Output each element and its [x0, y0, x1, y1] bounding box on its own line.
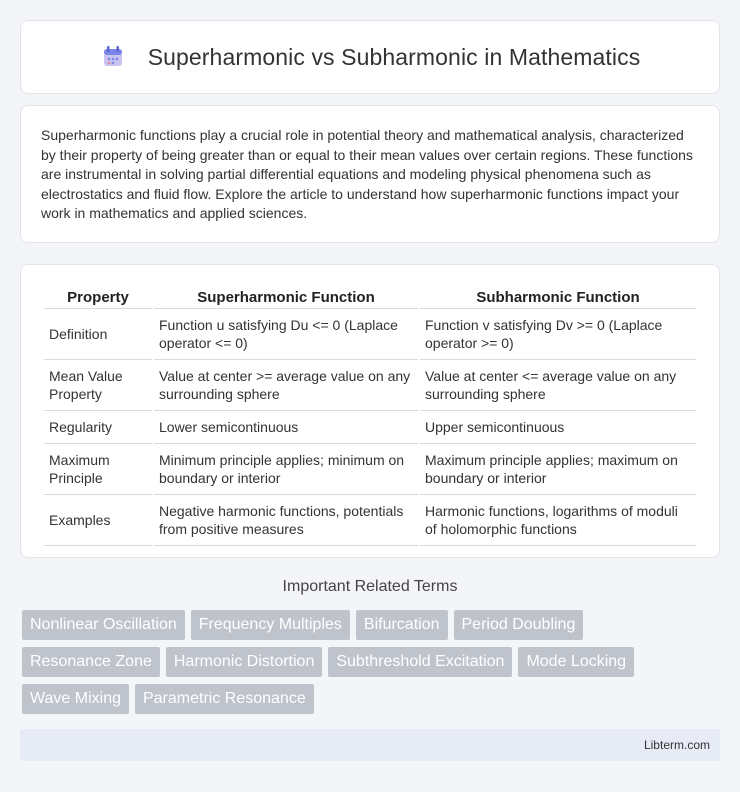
table-cell: Minimum principle applies; minimum on boundary or interior [154, 444, 418, 495]
table-row [44, 360, 696, 411]
footer [20, 729, 720, 761]
table-cell: Function u satisfying Du <= 0 (Laplace operator <= 0) [154, 309, 418, 360]
table-cell: Examples [44, 495, 152, 546]
table-row [44, 444, 696, 495]
related-term-tag[interactable]: Parametric Resonance [135, 684, 314, 714]
table-cell: Maximum principle applies; maximum on boundary or interior [420, 444, 696, 495]
table-cell: Mean Value Property [44, 360, 152, 411]
table-cell: Harmonic functions, logarithms of moduli of holomorphic functions [420, 495, 696, 546]
column-header: Subharmonic Function [420, 283, 696, 309]
table-cell: Function v satisfying Dv >= 0 (Laplace operator >= 0) [420, 309, 696, 360]
column-header: Superharmonic Function [154, 283, 418, 309]
header-card [20, 20, 720, 94]
related-term-tag[interactable]: Resonance Zone [22, 647, 160, 677]
column-header: Property [44, 283, 152, 309]
table-cell: Value at center >= average value on any surrounding sphere [154, 360, 418, 411]
related-terms-list [22, 610, 722, 714]
related-term-tag[interactable]: Frequency Multiples [191, 610, 350, 640]
intro-card [20, 105, 720, 243]
table-cell: Regularity [44, 411, 152, 444]
table-row [44, 495, 696, 546]
table-cell: Maximum Principle [44, 444, 152, 495]
calendar-icon [100, 44, 126, 70]
related-term-tag[interactable]: Harmonic Distortion [166, 647, 322, 677]
comparison-table [42, 283, 698, 546]
related-term-tag[interactable]: Wave Mixing [22, 684, 129, 714]
comparison-table-card [20, 264, 720, 558]
related-term-tag[interactable]: Period Doubling [454, 610, 584, 640]
related-term-tag[interactable]: Bifurcation [356, 610, 448, 640]
table-row [44, 411, 696, 444]
table-cell: Definition [44, 309, 152, 360]
related-term-tag[interactable]: Subthreshold Excitation [328, 647, 512, 677]
footer-brand-link[interactable]: Libterm.com [643, 738, 710, 752]
related-term-tag[interactable]: Mode Locking [518, 647, 634, 677]
table-cell: Negative harmonic functions, potentials from positive measures [154, 495, 418, 546]
table-cell: Value at center <= average value on any surrounding sphere [420, 360, 696, 411]
table-cell: Upper semicontinuous [420, 411, 696, 444]
table-header-row [44, 283, 696, 309]
intro-text: Superharmonic functions play a crucial role in potential theory and mathematical analysis, characterized by their property of being greater than or equal to their mean values over certain regions. These functions are instrumental in solving partial differential equations and modeling physical phenomena such as electrostatics and fluid flow. Explore the article to understand how superharmonic functions impact your work in mathematics and applied sciences. [41, 127, 693, 221]
related-terms-title: Important Related Terms [282, 578, 458, 595]
table-row [44, 309, 696, 360]
related-term-tag[interactable]: Nonlinear Oscillation [22, 610, 185, 640]
table-cell: Lower semicontinuous [154, 411, 418, 444]
page-title: Superharmonic vs Subharmonic in Mathematics [147, 43, 641, 70]
